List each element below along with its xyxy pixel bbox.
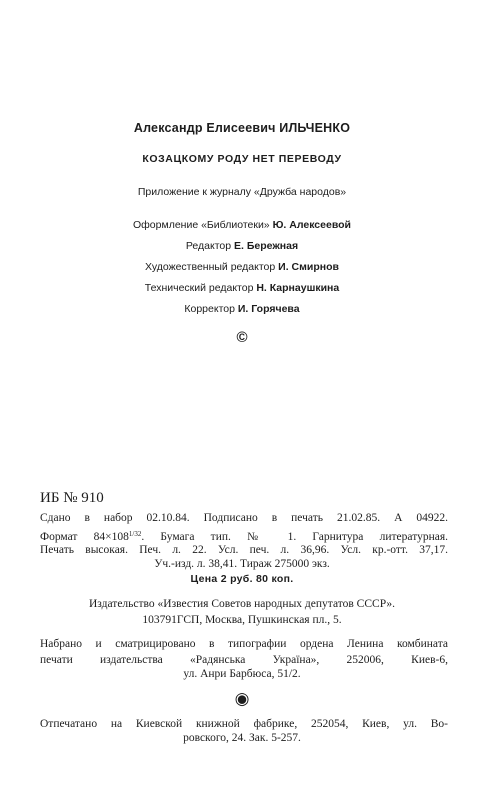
printer-mark-icon: ◉	[234, 689, 250, 708]
printed-line: Отпечатано на Киевской книжной фабрике, 252054, Киев, ул. Во-	[40, 718, 448, 730]
credit-person: Е. Бережная	[234, 240, 299, 252]
credit-role: Технический редактор	[144, 282, 254, 294]
credit-role: Редактор	[185, 240, 232, 252]
credit-tech-editor	[0, 282, 484, 294]
imprint-line: Уч.-изд. л. 38,41. Тираж 275000 экз.	[154, 558, 330, 570]
copyright-icon: ©	[236, 329, 248, 346]
credit-design	[0, 219, 484, 231]
credit-person: Ю. Алексеевой	[272, 219, 352, 231]
author-name: Александр Елисеевич ИЛЬЧЕНКО	[133, 121, 351, 135]
publisher: Издательство «Известия Советов народных депутатов СССР».	[89, 598, 395, 610]
imprint-line: Печать высокая. Печ. л. 22. Усл. печ. л. 36,96. Усл. кр.-отт. 37,17.	[40, 544, 448, 556]
credit-person: И. Смирнов	[278, 261, 339, 273]
printed-line: ровского, 24. Зак. 5-257.	[183, 732, 301, 744]
credit-role: Оформление «Библиотеки»	[132, 219, 270, 231]
format-fraction: 1/32	[128, 530, 142, 538]
credit-art-editor	[0, 261, 484, 273]
credit-person: И. Горячева	[237, 303, 300, 315]
typeset-line: печати издательства «Радянська Україна», 252006, Киев-6,	[40, 654, 448, 666]
credit-role: Корректор	[184, 303, 235, 315]
credit-proofreader	[0, 303, 484, 315]
supplement-note: Приложение к журналу «Дружба народов»	[137, 186, 347, 198]
price: Цена 2 руб. 80 коп.	[190, 573, 294, 585]
imprint-format-line: Формат $84\times 108^{1/32}$. Бумага тип. № 1. Гарнитура литературная.	[40, 530, 448, 543]
imprint-line: Сдано в набор 02.10.84. Подписано в печать 21.02.85. А 04922.	[40, 512, 448, 524]
typeset-line: Набрано и сматрицировано в типографии ордена Ленина комбината	[40, 638, 448, 650]
ib-number: ИБ № 910	[40, 490, 104, 506]
credit-person: Н. Карнаушкина	[256, 282, 340, 294]
credit-role: Художественный редактор	[145, 261, 276, 273]
publisher-address: 103791ГСП, Москва, Пушкинская пл., 5.	[142, 614, 342, 626]
typeset-line: ул. Анри Барбюса, 51/2.	[183, 668, 301, 680]
credit-editor	[0, 240, 484, 252]
book-title: КОЗАЦКОМУ РОДУ НЕТ ПЕРЕВОДУ	[142, 153, 342, 165]
